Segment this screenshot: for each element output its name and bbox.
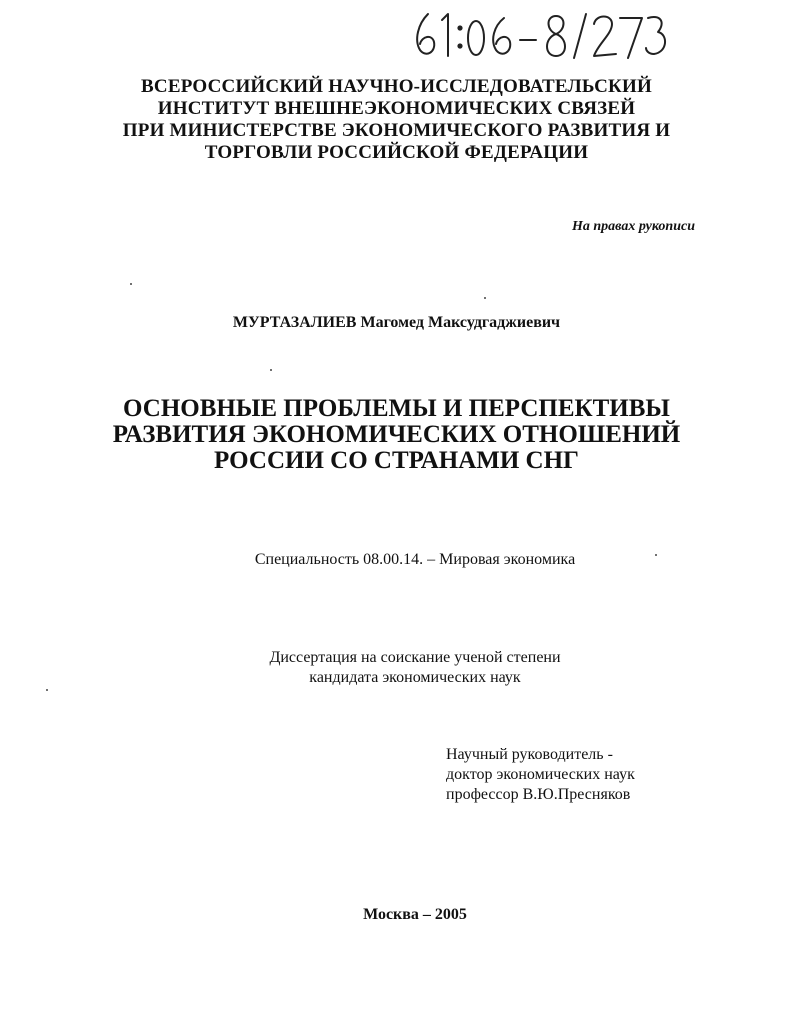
degree-line: кандидата экономических наук [309, 669, 521, 686]
city-year: Москва – 2005 [363, 906, 467, 923]
specialty: Специальность 08.00.14. – Мировая экономика [254, 551, 576, 568]
rights-note: На правах рукописи [572, 219, 695, 234]
supervisor-line: Научный руководитель - [446, 746, 613, 763]
dissertation-title [0, 396, 793, 474]
title-line: РАЗВИТИЯ ЭКОНОМИЧЕСКИХ ОТНОШЕНИЙ [112, 421, 681, 448]
institute-line: ПРИ МИНИСТЕРСТВЕ ЭКОНОМИЧЕСКОГО РАЗВИТИЯ И [122, 120, 671, 141]
scan-speck [46, 689, 48, 691]
title-line: РОССИИ СО СТРАНАМИ СНГ [214, 447, 579, 474]
scan-speck [130, 283, 132, 285]
supervisor-line: профессор В.Ю.Пресняков [446, 786, 631, 803]
institute-line: ТОРГОВЛИ РОССИЙСКОЙ ФЕДЕРАЦИИ [204, 142, 589, 163]
supervisor-line: доктор экономических наук [446, 766, 635, 783]
scan-speck [655, 554, 657, 556]
scan-speck [270, 369, 272, 371]
degree-line: Диссертация на соискание ученой степени [269, 649, 561, 666]
scan-speck [484, 297, 486, 299]
title-line: ОСНОВНЫЕ ПРОБЛЕМЫ И ПЕРСПЕКТИВЫ [123, 395, 670, 422]
degree-statement [0, 648, 793, 688]
handwritten-archive-number [410, 6, 670, 62]
institute-name [0, 76, 793, 164]
supervisor-block [446, 745, 635, 805]
institute-line: ИНСТИТУТ ВНЕШНЕЭКОНОМИЧЕСКИХ СВЯЗЕЙ [157, 98, 636, 119]
institute-line: ВСЕРОССИЙСКИЙ НАУЧНО-ИССЛЕДОВАТЕЛЬСКИЙ [141, 76, 652, 97]
author-name: МУРТАЗАЛИЕВ Магомед Максудгаджиевич [232, 314, 561, 331]
